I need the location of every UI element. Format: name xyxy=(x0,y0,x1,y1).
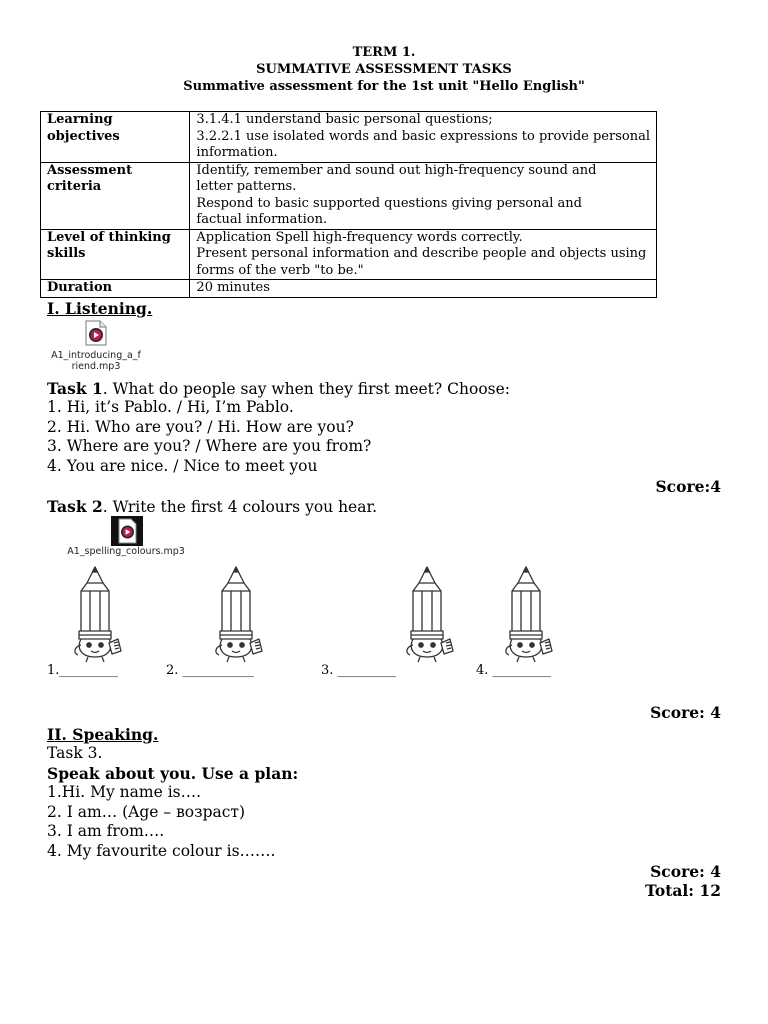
row-line: information. xyxy=(196,145,278,160)
row-line: Application Spell high-frequency words correctly. xyxy=(196,229,523,245)
task3-instruction: Speak about you. Use a plan: xyxy=(47,764,299,783)
answer-blank[interactable]: 2. ___________ xyxy=(166,663,255,678)
answer-blank[interactable]: 1._________ xyxy=(47,663,118,678)
row-line: 3.2.2.1 use isolated words and basic expressions to provide personal xyxy=(196,128,650,144)
task2-text: . Write the first 4 colours you hear. xyxy=(102,498,378,516)
plan-item: 3. I am from…. xyxy=(47,822,165,840)
row-line: 20 minutes xyxy=(196,280,270,295)
task1-option: 3. Where are you? / Where are you from? xyxy=(47,437,372,455)
plan-item: 2. I am… (Age – возраст) xyxy=(47,803,246,821)
row-line: Respond to basic supported questions giving personal and xyxy=(196,195,582,211)
row-value xyxy=(190,162,657,229)
speaking-heading: II. Speaking. xyxy=(47,725,159,744)
answer-blank[interactable]: 4. _________ xyxy=(476,663,552,678)
plan-item: 1.Hi. My name is…. xyxy=(47,783,202,801)
task2-prompt xyxy=(47,497,377,517)
task1-text: . What do people say when they first meet? Choose: xyxy=(102,380,511,398)
total-score: Total: 12 xyxy=(645,881,721,900)
row-label: Assessment criteria xyxy=(41,162,190,229)
document-subtitle: Summative assessment for the 1st unit "Hello English" xyxy=(183,79,585,94)
table-row xyxy=(41,112,657,163)
table-row xyxy=(41,229,657,280)
answer-blank[interactable]: 3. _________ xyxy=(321,663,397,678)
task1-option: 2. Hi. Who are you? / Hi. How are you? xyxy=(47,418,354,436)
objectives-table xyxy=(40,111,657,298)
term-heading: TERM 1. xyxy=(352,45,416,60)
listening-heading: I. Listening. xyxy=(47,299,153,318)
task1-option: 4. You are nice. / Nice to meet you xyxy=(47,457,318,475)
task1-prompt xyxy=(47,379,510,399)
row-line: Identify, remember and sound out high-frequency sound and xyxy=(196,162,597,178)
pencil-character-icon xyxy=(479,565,574,663)
task1-option: 1. Hi, it’s Pablo. / Hi, I’m Pablo. xyxy=(47,398,294,416)
audio-file-name-line: riend.mp3 xyxy=(71,361,121,372)
audio-file-name-line: A1_introducing_a_f xyxy=(51,350,141,361)
pencil-character-icon xyxy=(380,565,475,663)
row-line: 3.1.4.1 understand basic personal questions; xyxy=(196,112,493,127)
pencil-character-icon xyxy=(48,565,143,663)
pencil-character-icon xyxy=(189,565,284,663)
row-line: letter patterns. xyxy=(196,179,297,194)
audio-file-name[interactable]: A1_spelling_colours.mp3 xyxy=(67,546,185,557)
row-line: forms of the verb "to be." xyxy=(196,262,364,278)
task1-score: Score:4 xyxy=(655,477,721,496)
task1-label: Task 1 xyxy=(47,379,103,398)
table-row xyxy=(41,280,657,298)
task3-label: Task 3. xyxy=(47,744,103,762)
row-label: Duration xyxy=(41,280,190,298)
plan-item: 4. My favourite colour is……. xyxy=(47,842,276,860)
row-line: Present personal information and describe people and objects using xyxy=(196,246,647,261)
row-value xyxy=(190,280,657,298)
row-label: Learning objectives xyxy=(41,112,190,163)
task2-score: Score: 4 xyxy=(650,703,721,722)
row-label: Level of thinking skills xyxy=(41,229,190,280)
row-line: factual information. xyxy=(196,212,328,227)
row-value xyxy=(190,112,657,163)
document-title: SUMMATIVE ASSESSMENT TASKS xyxy=(256,62,512,77)
task2-label: Task 2 xyxy=(47,497,103,516)
audio-file-icon[interactable] xyxy=(85,320,105,344)
task3-score: Score: 4 xyxy=(650,862,721,881)
row-value xyxy=(190,229,657,280)
audio-file-icon[interactable] xyxy=(111,516,143,546)
table-row xyxy=(41,162,657,229)
audio-file-name[interactable] xyxy=(44,350,148,372)
